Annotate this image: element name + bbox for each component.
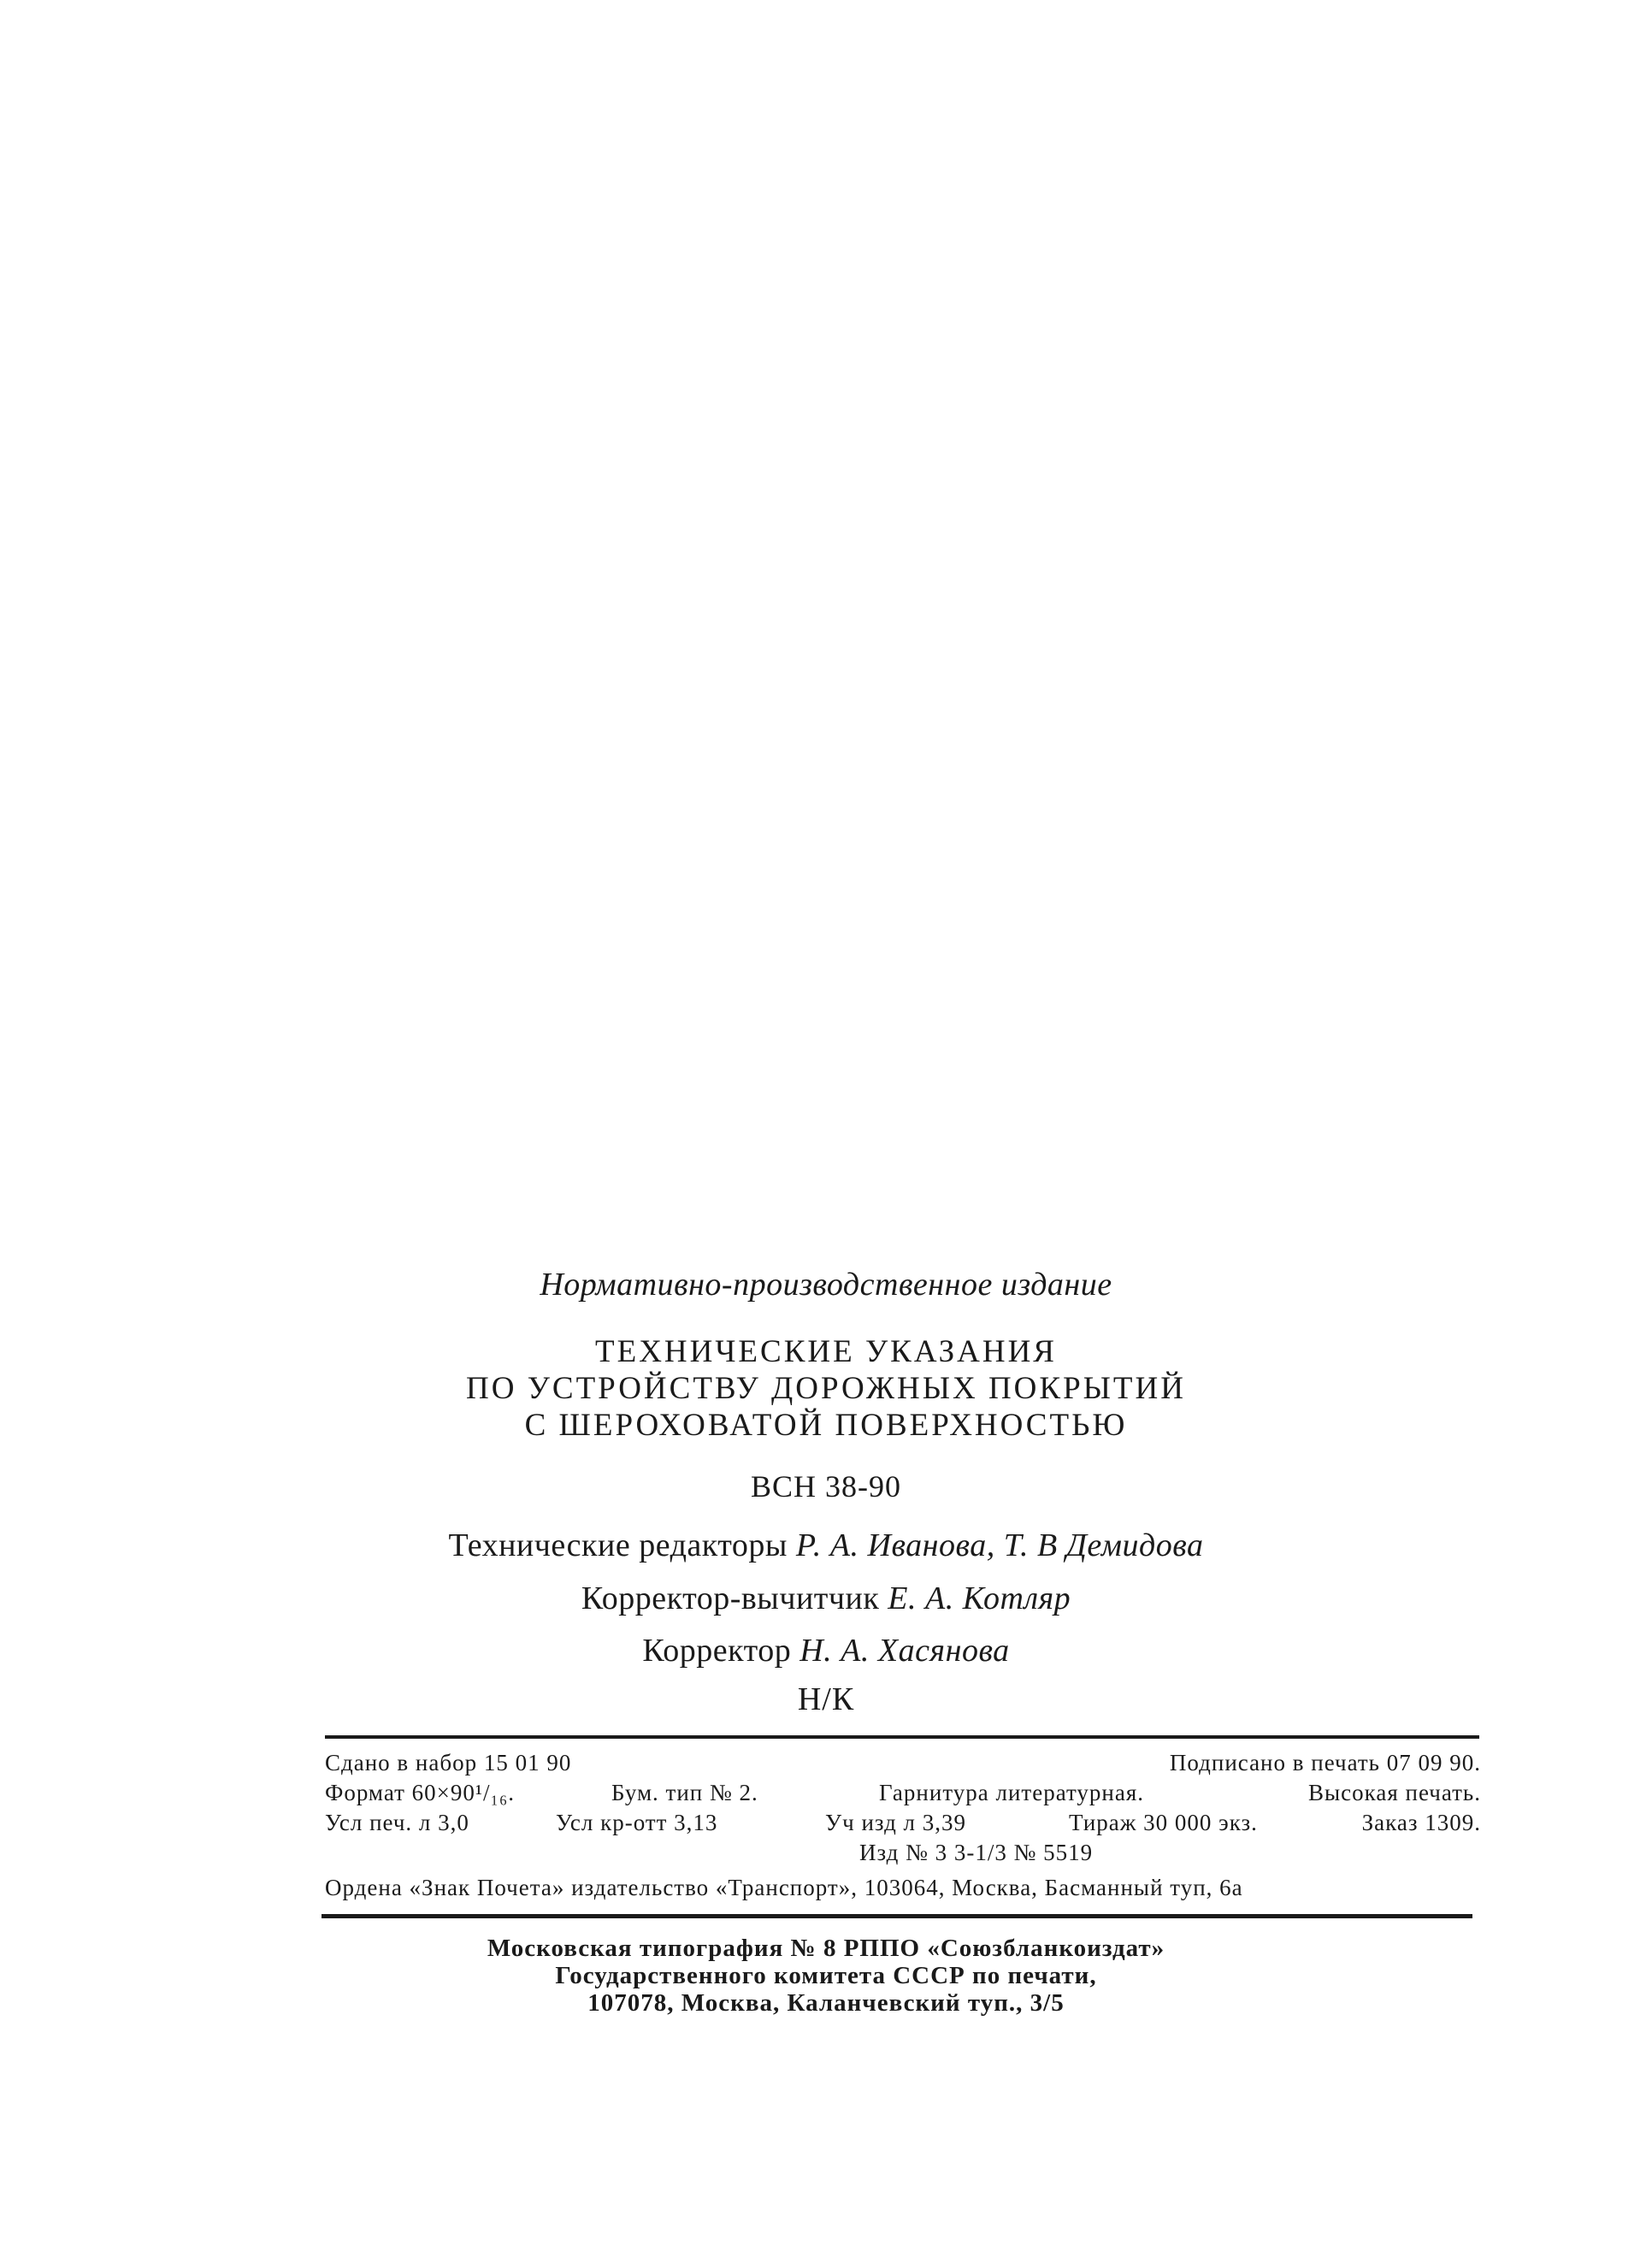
- staff-role: Корректор-вычитчик: [581, 1580, 888, 1616]
- signed-date: Подписано в печать 07 09 90.: [1169, 1750, 1481, 1775]
- order-number: Заказ 1309.: [1361, 1810, 1481, 1835]
- publishing-sheets: Уч изд л 3,39: [825, 1810, 967, 1835]
- printer-name: Московская типография № 8 РППО «Союзбланкоиздат»: [487, 1935, 1165, 1962]
- printer-committee: Государственного комитета СССР по печати,: [555, 1962, 1097, 1989]
- proofreader: [0, 1632, 1652, 1669]
- staff-role: Корректор: [642, 1633, 800, 1669]
- title-line-1: ТЕХНИЧЕСКИЕ УКАЗАНИЯ: [595, 1334, 1057, 1369]
- title-line-2: ПО УСТРОЙСТВУ ДОРОЖНЫХ ПОКРЫТИЙ: [466, 1371, 1186, 1406]
- top-divider: [325, 1735, 1479, 1739]
- format: Формат 60×90¹/₁₆.: [325, 1780, 516, 1805]
- document-code: ВСН 38-90: [750, 1469, 901, 1504]
- technical-editors: [0, 1527, 1652, 1564]
- typeface: Гарнитура литературная.: [879, 1780, 1145, 1805]
- bottom-divider: [322, 1914, 1472, 1918]
- publication-type: Нормативно-производственное издание: [540, 1267, 1112, 1303]
- staff-name: Е. А. Котляр: [888, 1580, 1071, 1616]
- printing-method: Высокая печать.: [1308, 1780, 1481, 1805]
- staff-name: Н. А. Хасянова: [799, 1633, 1010, 1669]
- staff-role: Технические редакторы: [448, 1527, 796, 1563]
- printer-address: 107078, Москва, Каланчевский туп., 3/5: [587, 1989, 1065, 2017]
- submitted-date: Сдано в набор 15 01 90: [325, 1750, 572, 1775]
- edition-number: Изд № 3 3-1/3 № 5519: [859, 1840, 1094, 1865]
- proofreader-checker: [0, 1580, 1652, 1617]
- staff-name: Р. А. Иванова, Т. В Демидова: [795, 1527, 1204, 1563]
- publisher-address: Ордена «Знак Почета» издательство «Транспорт», 103064, Москва, Басманный туп, 6а: [325, 1875, 1243, 1900]
- print-run: Тираж 30 000 экз.: [1069, 1810, 1258, 1835]
- title-line-3: С ШЕРОХОВАТОЙ ПОВЕРХНОСТЬЮ: [524, 1408, 1128, 1443]
- color-prints: Усл кр-отт 3,13: [556, 1810, 718, 1835]
- print-sheets: Усл печ. л 3,0: [325, 1810, 469, 1835]
- paper-type: Бум. тип № 2.: [611, 1780, 758, 1805]
- nk-mark: Н/К: [797, 1681, 855, 1717]
